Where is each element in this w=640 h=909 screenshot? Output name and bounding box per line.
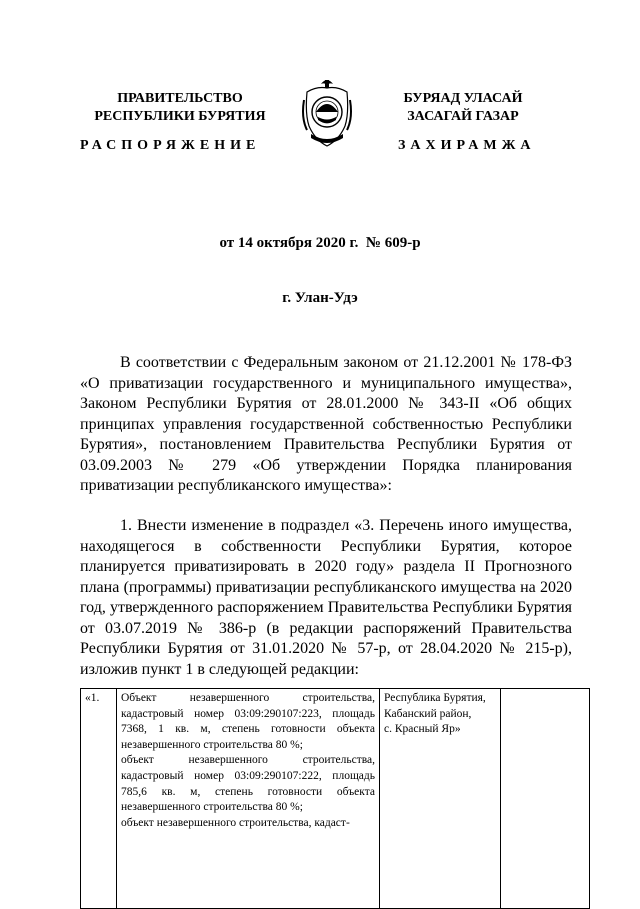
document-date-number: от 14 октября 2020 г. № 609-р — [219, 235, 421, 251]
government-name-buryat — [388, 90, 538, 126]
preamble-paragraph: В соответствии с Федеральным законом от 21.12.2001 № 178-ФЗ «О приватизации государственного и муниципального имущества», Законом Республики Бурятия от 28.01.2000 № 343-II «Об общих принципах управления государственной собственностью Республики Бурятия», постановлением Правительства Республики Бурятия от 03.09.2003 № 279 «Об утверждении Порядка планирования приватизации республиканского имущества»: — [80, 354, 572, 494]
government-name-line2: РЕСПУБЛИКИ БУРЯТИЯ — [94, 109, 266, 124]
privatization-items-table — [80, 688, 590, 909]
empty-cell — [501, 689, 590, 909]
table-row — [81, 689, 590, 909]
clause-1-paragraph: 1. Внести изменение в подраздел «3. Перечень иного имущества, находящегося в собственности Республики Бурятия, которое планируется приватизировать в 2020 году» раздела II Прогнозного плана (программы) приватизации республиканского имущества на 2020 год, утвержденного распоряжением Правительства Республики Бурятия от 03.07.2019 № 386-р (в редакции распоряжений Правительства Республики Бурятия от 31.01.2020 № 57-р, от 28.04.2020 № 215-р), изложив пункт 1 в следующей редакции: — [80, 517, 572, 678]
document-city: г. Улан-Удэ — [282, 290, 358, 306]
location-line-2: Кабанский район, — [384, 707, 472, 720]
row-number-cell: «1. — [81, 689, 117, 909]
object-description-2: объект незавершенного строительства, кадастровый номер 03:09:290107:222, площадь 785,6 кв. м, степень готовности объекта незавершенного строительства 80 %; — [121, 754, 375, 814]
government-name-russian — [80, 90, 280, 126]
object-location-cell — [380, 689, 501, 909]
coat-of-arms-emblem — [299, 74, 355, 150]
location-line-1: Республика Бурятия, — [384, 692, 486, 704]
government-name-buryat-line2: ЗАСАГАЙ ГАЗАР — [407, 109, 519, 124]
government-name-line1: ПРАВИТЕЛЬСТВО — [117, 91, 243, 106]
object-description-1: Объект незавершенного строительства, кадастровый номер 03:09:290107:223, площадь 7368, 1 кв. м, степень готовности объекта незавершенного строительства 80 %; — [121, 692, 375, 751]
object-description-cell — [117, 689, 380, 909]
object-description-3: объект незавершенного строительства, кадаст- — [121, 816, 350, 829]
document-type-russian: РАСПОРЯЖЕНИЕ — [80, 138, 261, 153]
location-line-3: с. Красный Яр» — [384, 723, 461, 736]
document-type-buryat: ЗАХИРАМЖА — [398, 138, 536, 153]
government-name-buryat-line1: БУРЯАД УЛАСАЙ — [403, 91, 523, 106]
